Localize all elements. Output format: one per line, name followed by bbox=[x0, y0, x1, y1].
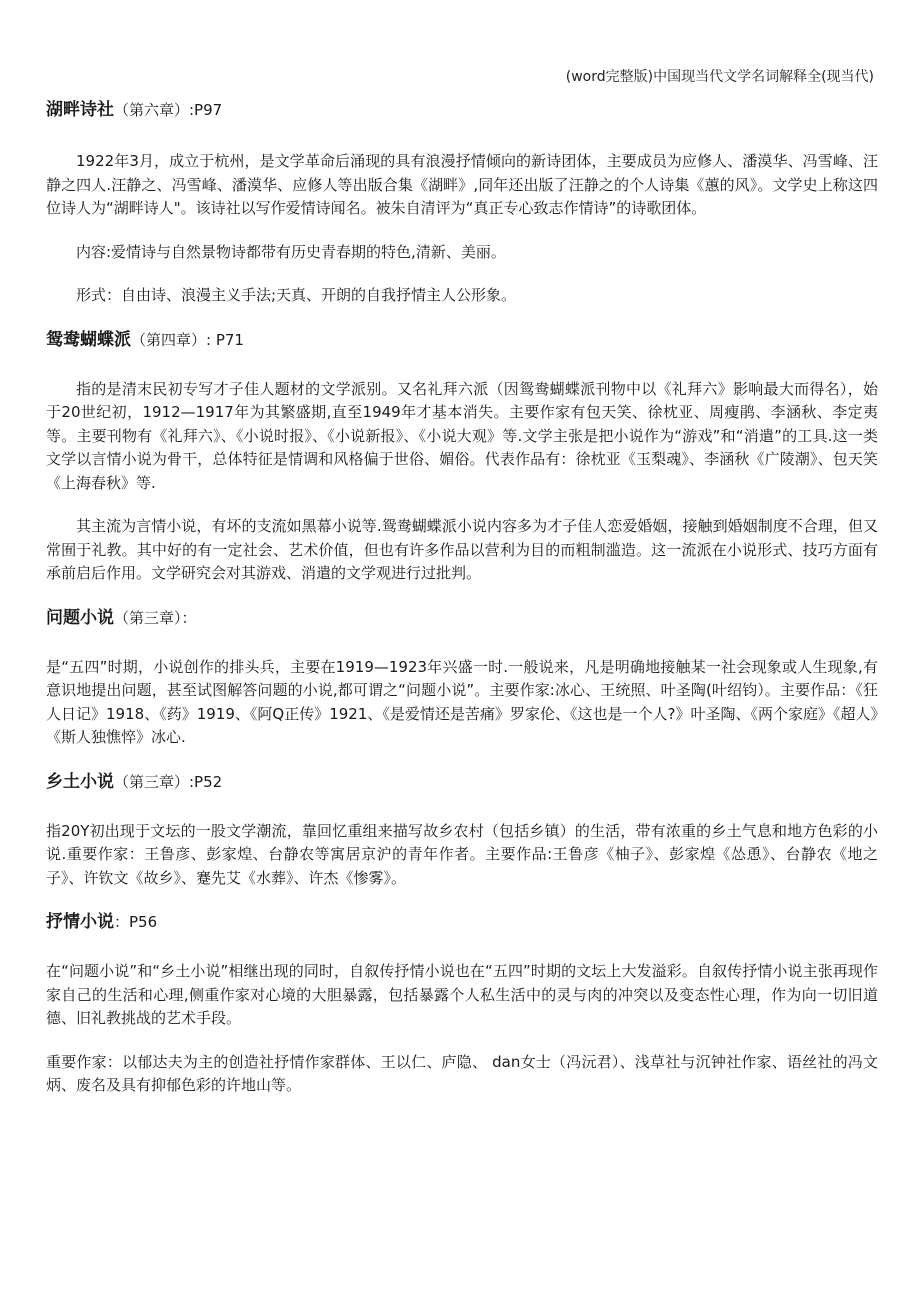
heading-term: 抒情小说 bbox=[46, 912, 114, 932]
paragraph: 内容:爱情诗与自然景物诗都带有历史青春期的特色,清新、美丽。 bbox=[76, 242, 506, 261]
paragraph: 其主流为言情小说，有坏的支流如黑幕小说等.鸳鸯蝴蝶派小说内容多为才子佳人恋爱婚姻，接触到婚姻制度不合理，但又常囿于礼教。其中好的有一定社会、艺术价值，但也有许多作品以营利为目的而粗制滥造。这一流派在小说形式、技巧方面有承前启后作用。文学研究会对其游戏、消遣的文学观进行过批判。 bbox=[46, 517, 878, 582]
heading-chapter-note: （第三章）:P52 bbox=[114, 772, 223, 791]
section-problem-novel bbox=[46, 606, 878, 750]
paragraph: 重要作家：以郁达夫为主的创造社抒情作家群体、王以仁、庐隐、 dan女士（冯沅君）、浅草社与沉钟社作家、语丝社的冯文炳、废名及具有抑郁色彩的许地山等。 bbox=[46, 1052, 878, 1094]
heading-term: 鸳鸯蝴蝶派 bbox=[46, 329, 131, 350]
document-body bbox=[46, 98, 878, 1118]
paragraph: 1922年3月，成立于杭州，是文学革命后涌现的具有浪漫抒情倾向的新诗团体，主要成员为应修人、潘漠华、冯雪峰、汪静之四人.汪静之、冯雪峰、潘漠华、应修人等出版合集《湖畔》,同年还出版了汪静之的个人诗集《蕙的风》。文学史上称这四位诗人为“湖畔诗人"。该诗社以写作爱情诗闻名。被朱自清评为“真正专心致志作情诗”的诗歌团体。 bbox=[46, 152, 878, 217]
section-heading bbox=[46, 606, 878, 630]
paragraph: 指20Y初出现于文坛的一股文学潮流，靠回忆重组来描写故乡农村（包括乡镇）的生活，带有浓重的乡土气息和地方色彩的小说.重要作家：王鲁彦、彭家煌、台静农等寓居京沪的青年作者。主要作品:王鲁彦《柚子》、彭家煌《怂恿》、台静农《地之子》、许钦文《故乡》、蹇先艾《水葬》、许杰《惨雾》。 bbox=[46, 821, 878, 887]
heading-term: 乡土小说 bbox=[46, 771, 114, 792]
heading-chapter-note: ：P56 bbox=[114, 913, 158, 931]
paragraph: 是“五四”时期，小说创作的排头兵，主要在1919—1923年兴盛一时.一般说来，凡是明确地接触某一社会现象或人生现象,有意识地提出问题，甚至试图解答问题的小说,都可谓之“问题小说”。主要作家:冰心、王统照、叶圣陶(叶绍钧）。主要作品：《狂人日记》1918、《药》1919、《阿Q正传》1921、《是爱情还是苦痛》罗家伦、《这也是一个人?》叶圣陶、《两个家庭》《超人》《斯人独憔悴》冰心. bbox=[46, 657, 878, 746]
running-header: (word完整版)中国现当代文学名词解释全(现当代) bbox=[565, 69, 874, 85]
heading-chapter-note: （第四章）: P71 bbox=[131, 330, 244, 349]
paragraph: 在“问题小说”和“乡土小说”相继出现的同时，自叙传抒情小说也在“五四”时期的文坛上大发溢彩。自叙传抒情小说主张再现作家自己的生活和心理,侧重作家对心境的大胆暴露，包括暴露个人私生活中的灵与肉的冲突以及变态性心理，作为向一切旧道德、旧礼教挑战的艺术手段。 bbox=[46, 962, 878, 1027]
section-heading bbox=[46, 98, 878, 122]
section-mandarin-duck-butterfly-school bbox=[46, 328, 878, 586]
section-heading bbox=[46, 910, 878, 934]
heading-term: 湖畔诗社 bbox=[46, 100, 114, 120]
heading-chapter-note: （第三章）： bbox=[114, 608, 197, 627]
section-huban-poetry-society bbox=[46, 98, 878, 308]
paragraph: 形式：自由诗、浪漫主义手法;天真、开朗的自我抒情主人公形象。 bbox=[76, 286, 517, 304]
heading-chapter-note: （第六章）:P97 bbox=[114, 101, 223, 119]
section-heading bbox=[46, 770, 878, 794]
heading-term: 问题小说 bbox=[46, 607, 114, 628]
paragraph: 指的是清末民初专写才子佳人题材的文学派别。又名礼拜六派（因鸳鸯蝴蝶派刊物中以《礼拜六》影响最大而得名），始于20世纪初，1912—1917年为其繁盛期,直至1949年才基本消失。主要作家有包天笑、徐枕亚、周瘦鹃、李涵秋、李定夷等。主要刊物有《礼拜六》、《小说时报》、《小说新报》、《小说大观》等.文学主张是把小说作为“游戏”和“消遣”的工具.这一类文学以言情小说为骨干，总体特征是情调和风格偏于世俗、媚俗。代表作品有：徐枕亚《玉梨魂》、李涵秋《广陵潮》、包天笑《上海春秋》等. bbox=[46, 379, 878, 492]
section-heading bbox=[46, 328, 878, 352]
section-lyrical-novel bbox=[46, 910, 878, 1098]
section-native-soil-novel bbox=[46, 770, 878, 891]
